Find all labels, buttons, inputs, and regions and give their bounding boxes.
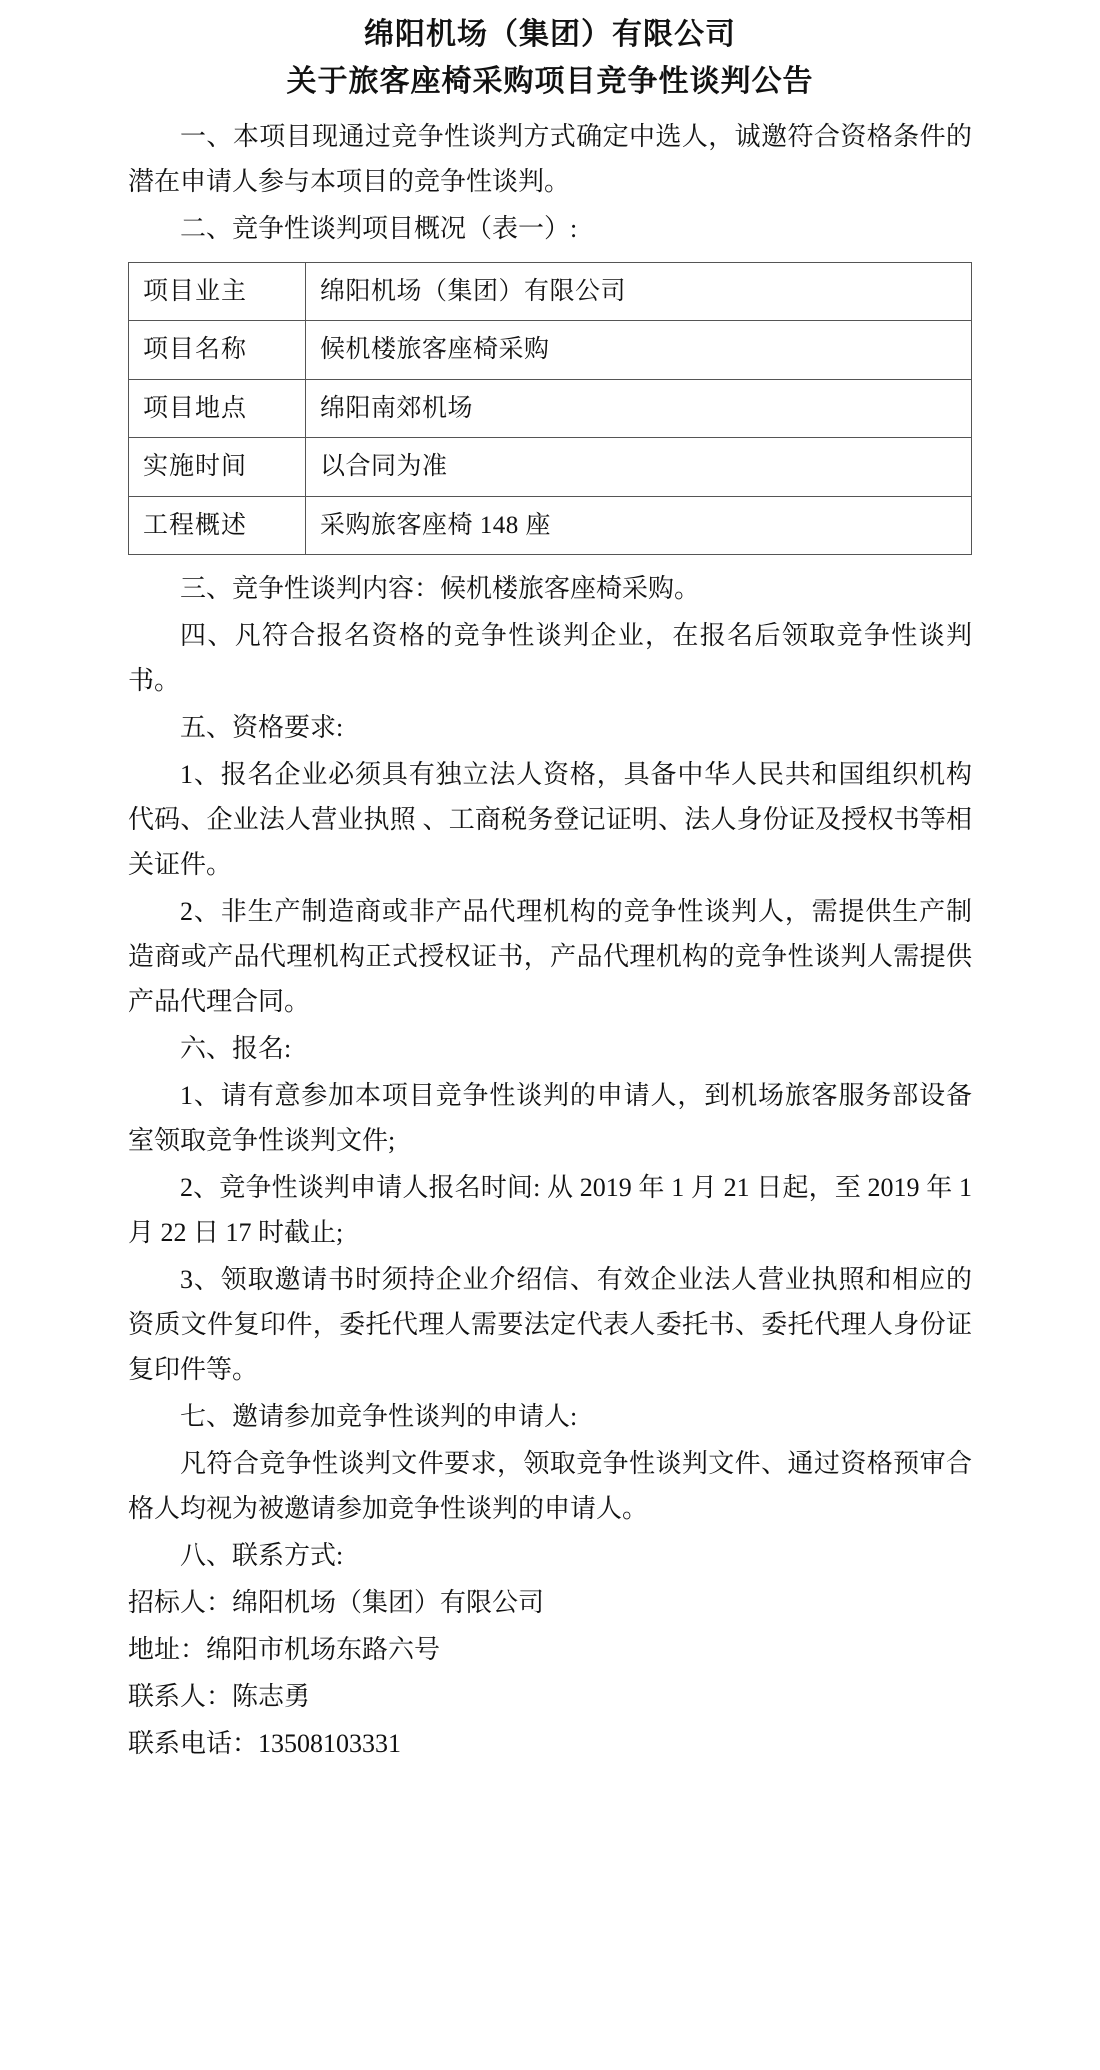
section-2-heading: 二、竞争性谈判项目概况（表一）: bbox=[180, 213, 578, 243]
table-cell-label: 项目地点 bbox=[129, 379, 306, 438]
contact-person: 联系人：陈志勇 bbox=[128, 1681, 311, 1711]
table-cell-label: 项目业主 bbox=[129, 262, 306, 321]
document-title-line-1: 绵阳机场（集团）有限公司 bbox=[364, 18, 736, 51]
contact-address: 地址：绵阳市机场东路六号 bbox=[128, 1634, 441, 1664]
section-3-paragraph: 三、竞争性谈判内容：候机楼旅客座椅采购。 bbox=[180, 574, 701, 604]
table-cell-label: 实施时间 bbox=[129, 438, 306, 497]
table-cell-label: 工程概述 bbox=[129, 496, 306, 555]
table-row bbox=[129, 379, 972, 438]
table-row bbox=[129, 496, 972, 555]
section-7-heading: 七、邀请参加竞争性谈判的申请人: bbox=[180, 1401, 578, 1431]
contact-phone: 联系电话：13508103331 bbox=[128, 1728, 402, 1758]
document-title-line-2: 关于旅客座椅采购项目竞争性谈判公告 bbox=[286, 64, 814, 98]
table-row bbox=[129, 321, 972, 380]
section-6-item-2: 2、竞争性谈判申请人报名时间: 从 2019 年 1 月 21 日起，至 2019 年 1 月 22 日 17 时截止; bbox=[128, 1173, 972, 1247]
table-cell-value: 绵阳南郊机场 bbox=[306, 379, 972, 438]
table-cell-label: 项目名称 bbox=[129, 321, 306, 380]
section-7-paragraph: 凡符合竞争性谈判文件要求，领取竞争性谈判文件、通过资格预审合格人均视为被邀请参加竞争性谈判的申请人。 bbox=[128, 1448, 972, 1523]
table-row bbox=[129, 438, 972, 497]
contact-block bbox=[128, 1581, 972, 1767]
table-row bbox=[129, 262, 972, 321]
section-6-item-3: 3、领取邀请书时须持企业介绍信、有效企业法人营业执照和相应的资质文件复印件，委托代理人需要法定代表人委托书、委托代理人身份证复印件等。 bbox=[128, 1264, 972, 1384]
section-5-item-2: 2、非生产制造商或非产品代理机构的竞争性谈判人，需提供生产制造商或产品代理机构正式授权证书，产品代理机构的竞争性谈判人需提供产品代理合同。 bbox=[128, 897, 972, 1017]
table-cell-value: 绵阳机场（集团）有限公司 bbox=[306, 262, 972, 321]
section-5-item-1: 1、报名企业必须具有独立法人资格，具备中华人民共和国组织机构代码、企业法人营业执照 、工商税务登记证明、法人身份证及授权书等相关证件。 bbox=[128, 760, 972, 880]
contact-owner: 招标人：绵阳机场（集团）有限公司 bbox=[128, 1587, 545, 1617]
table-cell-value: 候机楼旅客座椅采购 bbox=[306, 321, 972, 380]
table-cell-value: 采购旅客座椅 148 座 bbox=[306, 496, 972, 555]
table-cell-value: 以合同为准 bbox=[306, 438, 972, 497]
section-6-heading: 六、报名: bbox=[180, 1034, 292, 1064]
section-1-paragraph: 一、本项目现通过竞争性谈判方式确定中选人，诚邀符合资格条件的潜在申请人参与本项目的竞争性谈判。 bbox=[128, 122, 972, 196]
section-6-item-1: 1、请有意参加本项目竞争性谈判的申请人，到机场旅客服务部设备室领取竞争性谈判文件; bbox=[128, 1081, 972, 1156]
project-overview-table bbox=[128, 262, 972, 556]
section-4-paragraph: 四、凡符合报名资格的竞争性谈判企业，在报名后领取竞争性谈判书。 bbox=[128, 621, 972, 696]
section-8-heading: 八、联系方式: bbox=[180, 1540, 344, 1570]
section-5-heading: 五、资格要求: bbox=[180, 713, 344, 743]
